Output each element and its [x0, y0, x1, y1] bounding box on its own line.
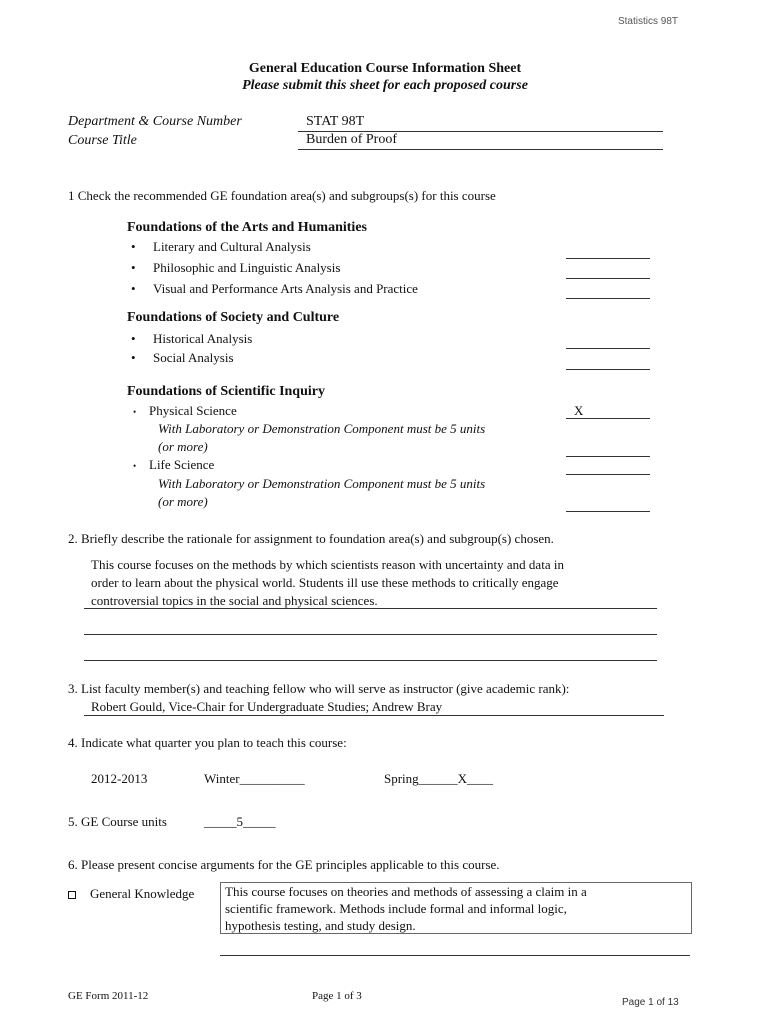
- question-4: 4. Indicate what quarter you plan to teach this course:: [68, 735, 347, 750]
- rationale-line: order to learn about the physical world. Students ill use these methods to critically engage: [91, 575, 559, 590]
- visual-arts-check-blank[interactable]: [566, 283, 650, 299]
- historical-check-blank[interactable]: [566, 333, 650, 349]
- dept-label: Department & Course Number: [68, 114, 242, 129]
- society-heading: Foundations of Society and Culture: [127, 310, 340, 325]
- course-title-field[interactable]: Burden of Proof: [298, 132, 663, 150]
- list-item: • Literary and Cultural Analysis: [131, 239, 311, 254]
- winter-quarter-field[interactable]: Winter__________: [204, 771, 305, 786]
- spring-quarter-field[interactable]: Spring______X____: [384, 771, 494, 786]
- answer-rule[interactable]: [220, 955, 690, 956]
- answer-line: scientific framework. Methods include formal and informal logic,: [225, 901, 567, 916]
- answer-rule[interactable]: [84, 608, 657, 609]
- science-heading: Foundations of Scientific Inquiry: [127, 384, 325, 399]
- list-item: • Social Analysis: [131, 350, 234, 365]
- question-3: 3. List faculty member(s) and teaching fellow who will serve as instructor (give academic rank):: [68, 681, 570, 696]
- answer-rule[interactable]: [84, 660, 657, 661]
- arts-heading: Foundations of the Arts and Humanities: [127, 220, 367, 235]
- physical-science-check-blank[interactable]: X: [566, 403, 650, 419]
- answer-rule[interactable]: [84, 715, 664, 716]
- lab-note: With Laboratory or Demonstration Component must be 5 units: [158, 476, 486, 491]
- checkbox-icon[interactable]: [68, 891, 76, 899]
- page-subtitle: Please submit this sheet for each proposed course: [242, 78, 528, 93]
- question-2: 2. Briefly describe the rationale for assignment to foundation area(s) and subgroup(s) chosen.: [68, 531, 554, 546]
- form-footer: GE Form 2011-12: [68, 990, 149, 1002]
- answer-rule[interactable]: [84, 634, 657, 635]
- life-science-check-blank[interactable]: [566, 459, 650, 475]
- header-course-tag: Statistics 98T: [617, 16, 678, 27]
- rationale-line: This course focuses on the methods by which scientists reason with uncertainty and data in: [91, 557, 564, 572]
- answer-line: hypothesis testing, and study design.: [225, 918, 416, 933]
- general-knowledge-option[interactable]: General Knowledge: [68, 886, 194, 902]
- lab-note-units: (or more): [158, 439, 208, 454]
- life-lab-check-blank[interactable]: [566, 496, 650, 512]
- list-item: • Philosophic and Linguistic Analysis: [131, 260, 341, 275]
- list-item: • Physical Science: [133, 403, 237, 418]
- page-title: General Education Course Information Sheet: [248, 61, 522, 76]
- social-check-blank[interactable]: [566, 354, 650, 370]
- course-title-label: Course Title: [68, 133, 137, 148]
- rationale-line: controversial topics in the social and physical sciences.: [91, 593, 378, 608]
- dept-value-field[interactable]: STAT 98T: [298, 114, 663, 132]
- literary-check-blank[interactable]: [566, 243, 650, 259]
- philosophic-check-blank[interactable]: [566, 263, 650, 279]
- lab-note: With Laboratory or Demonstration Component must be 5 units: [158, 421, 486, 436]
- lab-note-units: (or more): [158, 494, 208, 509]
- units-field[interactable]: _____5_____: [204, 814, 276, 829]
- question-1: 1 Check the recommended GE foundation area(s) and subgroups(s) for this course: [68, 188, 496, 203]
- question-6: 6. Please present concise arguments for the GE principles applicable to this course.: [68, 857, 500, 872]
- list-item: • Visual and Performance Arts Analysis and Practice: [131, 281, 418, 296]
- question-5: 5. GE Course units: [68, 814, 167, 829]
- answer-line: This course focuses on theories and methods of assessing a claim in a: [225, 884, 587, 899]
- page-number: Page 1 of 3: [312, 990, 362, 1002]
- list-item: • Life Science: [133, 457, 215, 472]
- physical-lab-check-blank[interactable]: [566, 441, 650, 457]
- academic-year: 2012-2013: [91, 771, 148, 786]
- instructor-answer: Robert Gould, Vice-Chair for Undergraduate Studies; Andrew Bray: [91, 699, 443, 714]
- general-knowledge-answer-box[interactable]: [220, 882, 692, 934]
- list-item: • Historical Analysis: [131, 331, 253, 346]
- pdf-page-indicator: Page 1 of 13: [622, 997, 679, 1008]
